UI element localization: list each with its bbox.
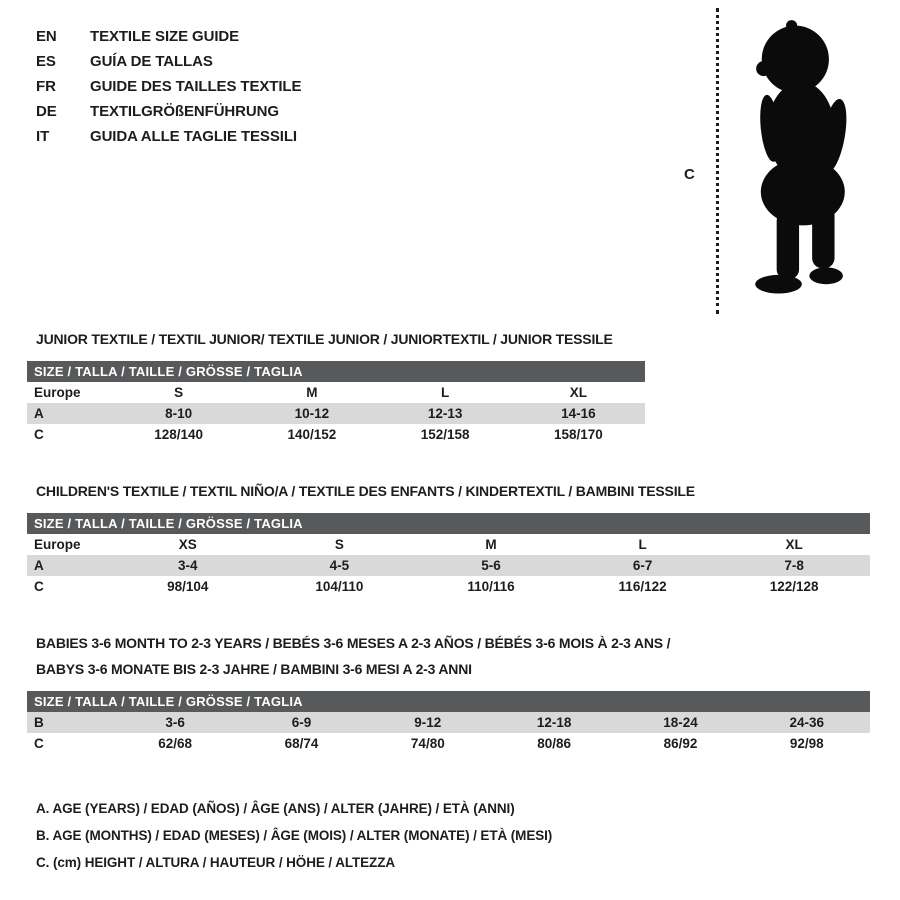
age-cell: 9-12 <box>414 715 442 730</box>
language-row-de <box>36 99 301 124</box>
height-cell: 158/170 <box>553 427 603 442</box>
language-code: FR <box>36 78 56 95</box>
height-cell: 152/158 <box>420 427 470 442</box>
table-row-europe <box>27 382 645 403</box>
age-cell: 3-4 <box>178 558 198 573</box>
language-code: ES <box>36 53 56 70</box>
row-label: A <box>34 406 44 421</box>
language-list <box>36 24 301 149</box>
language-guide-title: GUÍA DE TALLAS <box>90 53 213 70</box>
age-cell: 6-7 <box>632 558 653 573</box>
table-row-age-months <box>27 712 870 733</box>
legend <box>36 795 552 876</box>
height-measure-figure <box>680 8 880 314</box>
age-cell: 24-36 <box>789 715 825 730</box>
table-row-age <box>27 555 870 576</box>
section-title-block <box>36 478 870 504</box>
age-cell: 7-8 <box>784 558 804 573</box>
table-row-height <box>27 424 645 445</box>
size-cell: L <box>441 385 450 400</box>
height-cell: 80/86 <box>537 736 572 751</box>
section-title-line1: BABIES 3-6 MONTH TO 2-3 YEARS / BEBÉS 3-6 MESES A 2-3 AÑOS / BÉBÉS 3-6 MOIS À 2-3 ANS / <box>36 635 671 651</box>
size-cell: L <box>638 537 647 552</box>
row-label: Europe <box>34 537 81 552</box>
section-title-block <box>36 630 870 682</box>
height-cell: 128/140 <box>154 427 204 442</box>
section-junior-textile <box>27 326 645 445</box>
section-title-block <box>36 326 645 352</box>
age-cell: 10-12 <box>294 406 330 421</box>
size-cell: M <box>485 537 497 552</box>
size-cell: M <box>306 385 318 400</box>
legend-height-cm: C. (cm) HEIGHT / ALTURA / HAUTEUR / HÖHE / ALTEZZA <box>36 855 395 870</box>
section-title: JUNIOR TEXTILE / TEXTIL JUNIOR/ TEXTILE JUNIOR / JUNIORTEXTIL / JUNIOR TESSILE <box>36 331 613 347</box>
language-code: IT <box>36 128 50 145</box>
section-title: CHILDREN'S TEXTILE / TEXTIL NIÑO/A / TEXTILE DES ENFANTS / KINDERTEXTIL / BAMBINI TESSILE <box>36 483 695 499</box>
row-label: C <box>34 427 44 442</box>
age-cell: 14-16 <box>561 406 596 421</box>
table-row-height <box>27 576 870 597</box>
age-cell: 18-24 <box>663 715 698 730</box>
language-guide-title: TEXTILE SIZE GUIDE <box>90 28 240 45</box>
language-row-it <box>36 124 301 149</box>
language-code: EN <box>36 28 57 45</box>
section-babies-textile <box>27 630 870 754</box>
language-row-en <box>36 24 301 49</box>
age-cell: 3-6 <box>165 715 185 730</box>
height-cell: 104/110 <box>315 579 364 594</box>
size-cell: XS <box>178 537 197 552</box>
height-cell: 98/104 <box>167 579 209 594</box>
table-row-height <box>27 733 870 754</box>
table-row-europe <box>27 534 870 555</box>
language-row-es <box>36 49 301 74</box>
age-cell: 5-6 <box>481 558 501 573</box>
height-cell: 86/92 <box>663 736 698 751</box>
height-dotted-line <box>716 8 719 314</box>
table-header: SIZE / TALLA / TAILLE / GRÖSSE / TAGLIA <box>27 361 645 382</box>
language-guide-title: GUIDE DES TAILLES TEXTILE <box>90 78 302 95</box>
height-cell: 122/128 <box>769 579 819 594</box>
height-cell: 68/74 <box>284 736 319 751</box>
section-title-line2: BABYS 3-6 MONATE BIS 2-3 JAHRE / BAMBINI 3-6 MESI A 2-3 ANNI <box>36 661 472 677</box>
language-row-fr <box>36 74 301 99</box>
height-cell: 62/68 <box>158 736 193 751</box>
height-cell: 140/152 <box>287 427 337 442</box>
legend-age-years: A. AGE (YEARS) / EDAD (AÑOS) / ÂGE (ANS) / ALTER (JAHRE) / ETÀ (ANNI) <box>36 801 515 816</box>
table-header: SIZE / TALLA / TAILLE / GRÖSSE / TAGLIA <box>27 513 870 534</box>
language-guide-title: GUIDA ALLE TAGLIE TESSILI <box>90 128 297 145</box>
row-label: B <box>34 715 44 730</box>
height-cell: 110/116 <box>467 579 515 594</box>
size-cell: XL <box>785 537 803 552</box>
section-childrens-textile <box>27 478 870 597</box>
height-cell: 92/98 <box>789 736 824 751</box>
height-cell: 74/80 <box>410 736 445 751</box>
legend-age-months: B. AGE (MONTHS) / EDAD (MESES) / ÂGE (MOIS) / ALTER (MONATE) / ETÀ (MESI) <box>36 828 553 843</box>
row-label: Europe <box>34 385 81 400</box>
size-cell: S <box>334 537 344 552</box>
age-cell: 4-5 <box>329 558 350 573</box>
measure-c-label: C <box>684 166 695 183</box>
table-row-age <box>27 403 645 424</box>
row-label: A <box>34 558 44 573</box>
age-cell: 8-10 <box>165 406 193 421</box>
age-cell: 12-18 <box>536 715 572 730</box>
language-code: DE <box>36 103 57 120</box>
toddler-silhouette <box>730 8 870 314</box>
height-cell: 116/122 <box>618 579 667 594</box>
row-label: C <box>34 579 44 594</box>
age-cell: 6-9 <box>291 715 312 730</box>
language-guide-title: TEXTILGRÖßENFÜHRUNG <box>90 103 279 120</box>
row-label: C <box>34 736 44 751</box>
age-cell: 12-13 <box>427 406 463 421</box>
table-header: SIZE / TALLA / TAILLE / GRÖSSE / TAGLIA <box>27 691 870 712</box>
size-cell: S <box>174 385 184 400</box>
size-cell: XL <box>569 385 587 400</box>
